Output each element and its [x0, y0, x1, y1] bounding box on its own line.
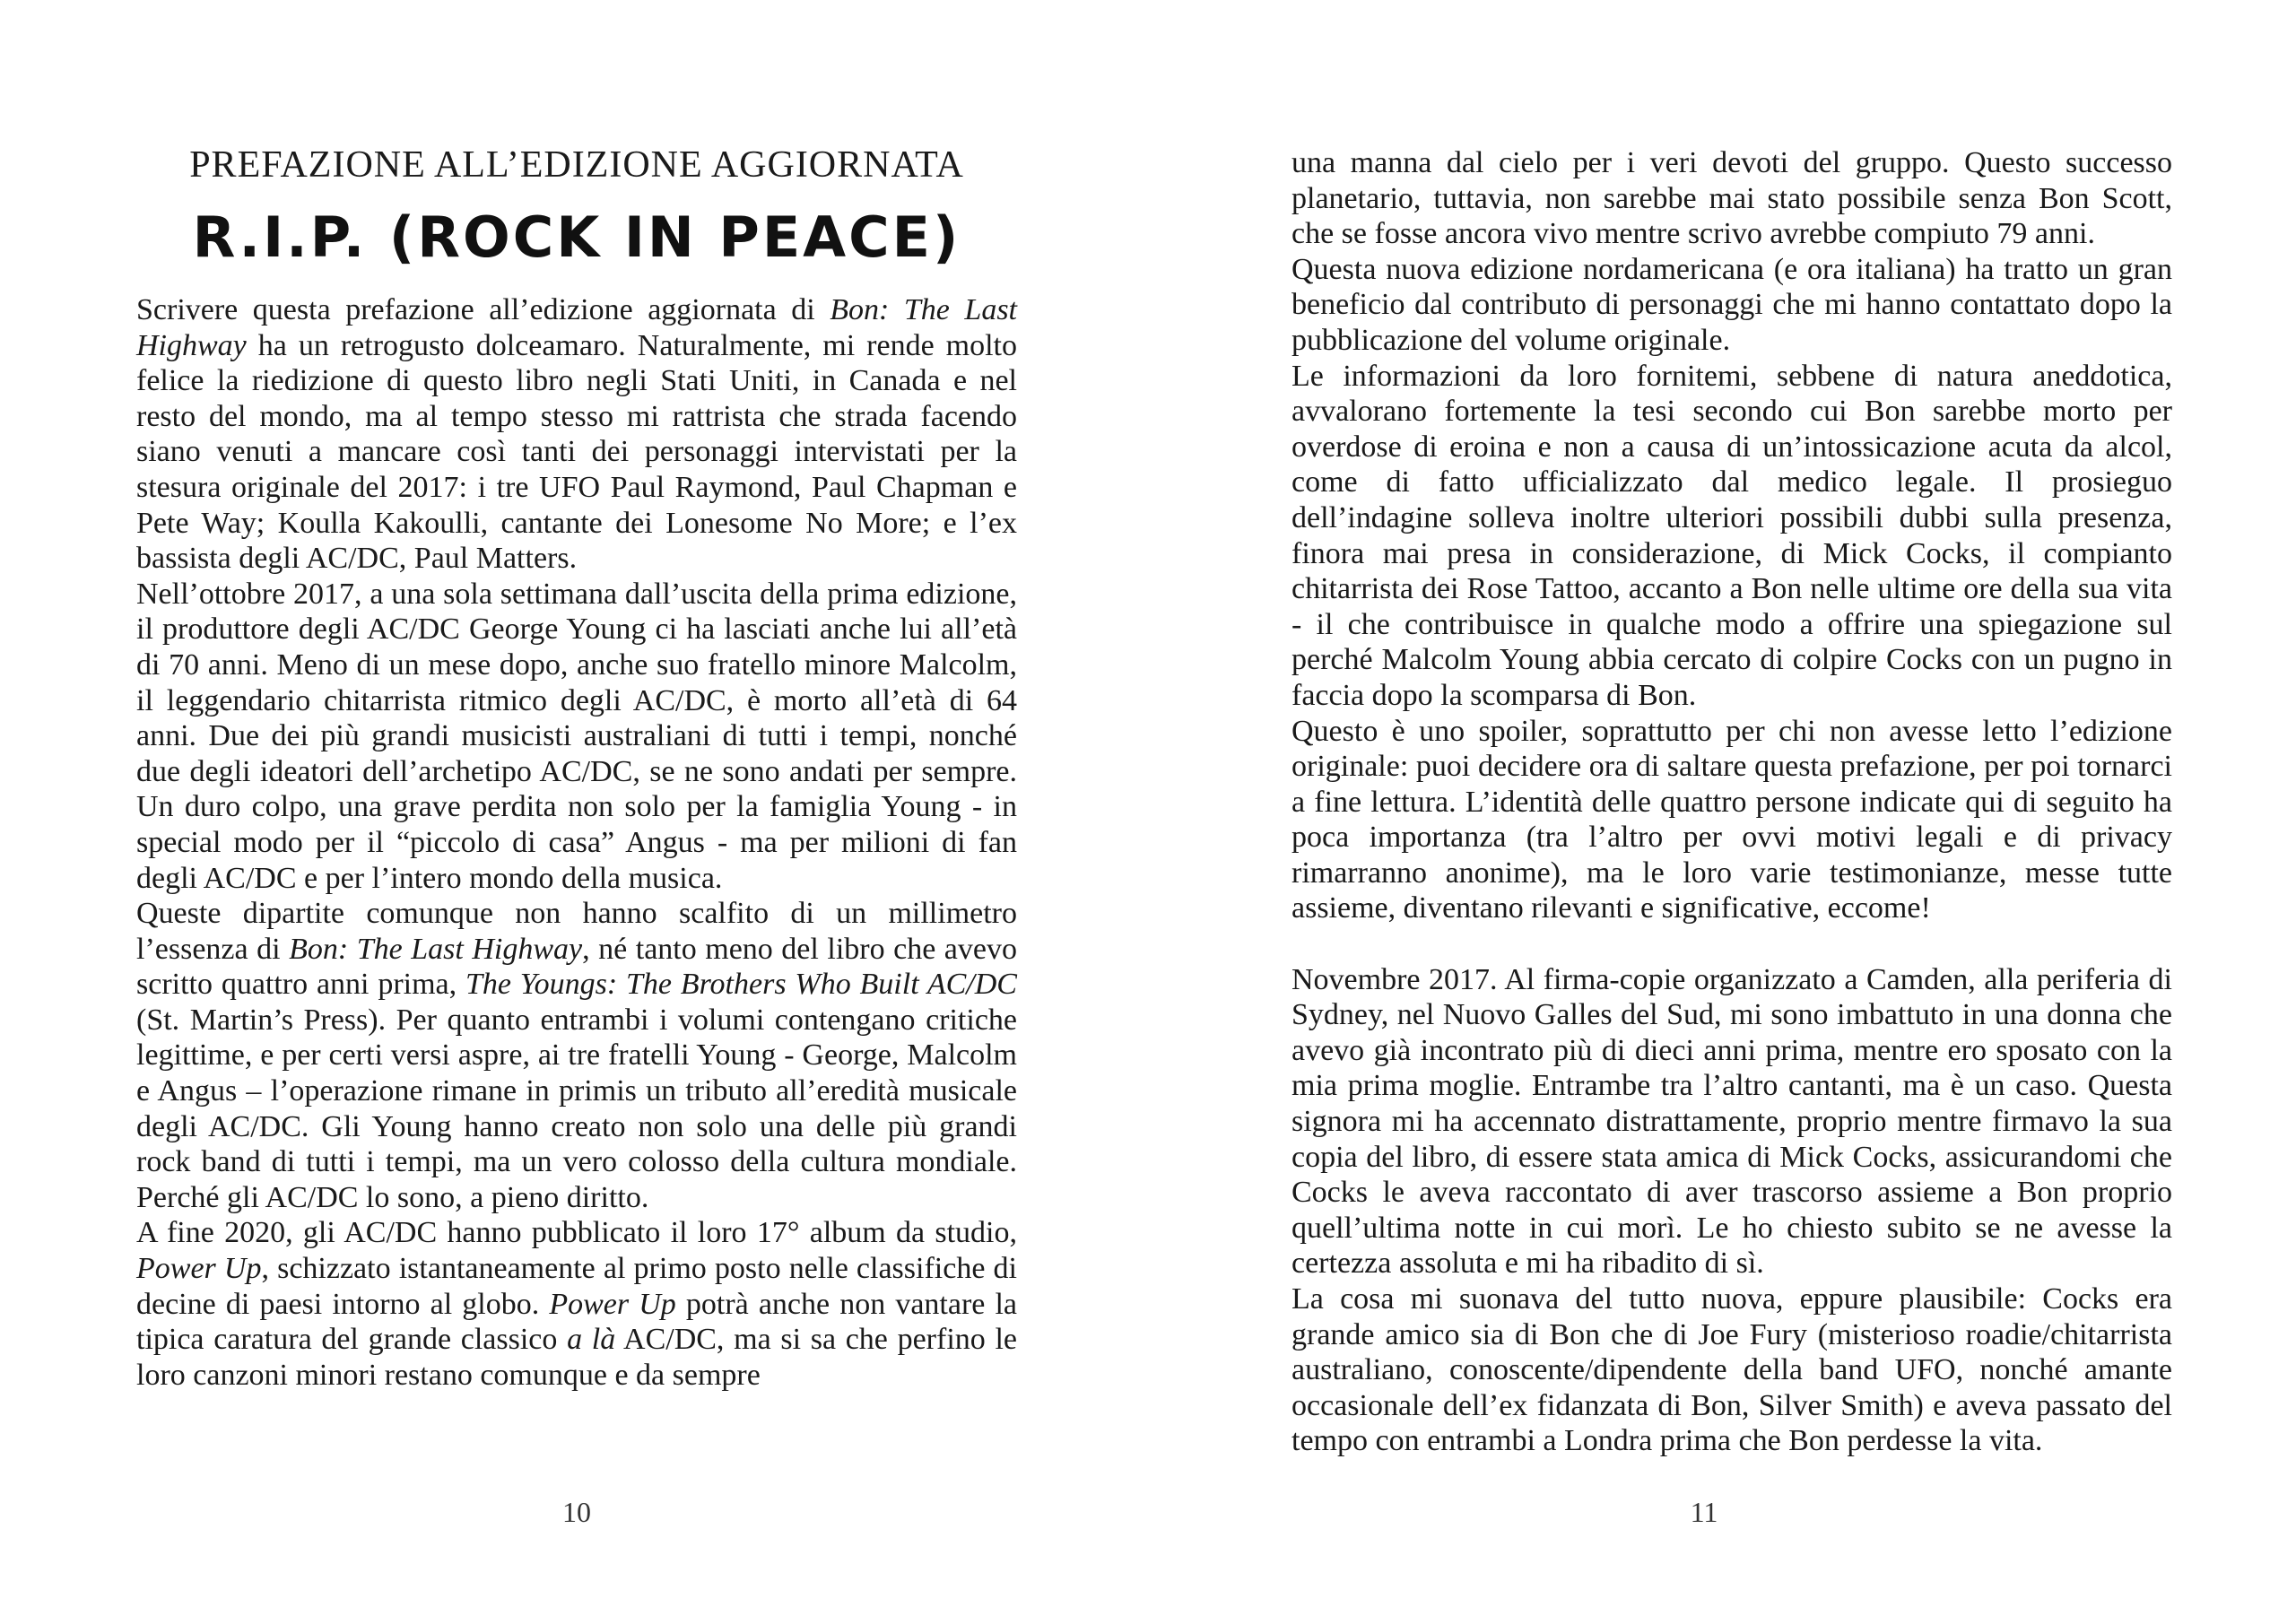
italic-phrase: a là [567, 1323, 616, 1357]
page-number: 11 [1690, 1496, 1718, 1528]
paragraph: Questa nuova edizione nordamericana (e ora italiana) ha tratto un gran beneficio dal contributo di personaggi che mi hanno contattato dopo la pubblicazione del volume originale. [1292, 252, 2172, 357]
book-title: Bon: The Last Highway [136, 293, 1017, 362]
paragraph [136, 896, 1017, 1215]
paragraph: Novembre 2017. Al firma-copie organizzato a Camden, alla periferia di Sydney, nel Nuovo Galles del Sud, mi sono imbattuto in una donna che avevo già incontrato più di dieci anni prima, mentre ero sposato con la mia prima moglie. Entrambe tra l’altro cantanti, ma è un caso. Questa signora mi ha accennato distrattamente, proprio mentre firmavo la sua copia del libro, di essere stata amica di Mick Cocks, assicurandomi che Cocks le aveva raccontato di aver trascorso assieme a Bon proprio quell’ultima notte in cui morì. Le ho chiesto subito se ne avesse la certezza assoluta e mi ha ribadito di sì. [1292, 962, 2172, 1281]
book-title: Bon: The Last Highway [289, 932, 583, 966]
text-run: Queste dipartite comunque non hanno scalfito di un millimetro l’essenza di [136, 897, 1017, 966]
album-title: Power Up [136, 1252, 262, 1286]
paragraph: Le informazioni da loro fornitemi, sebbene di natura aneddotica, avvalorano fortemente la tesi secondo cui Bon sarebbe morto per overdose di eroina e non a causa di un’intossicazione acuta da alcol, come di fatto ufficializzato dal medico legale. Il prosieguo dell’indagine solleva inoltre ulteriori possibili dubbi sulla presenza, finora mai presa in considerazione, di Mick Cocks, il compianto chitarrista dei Rose Tattoo, accanto a Bon nelle ultime ore della sua vita - il che contribuisce in qualche modo a offrire una spiegazione sul perché Malcolm Young abbia cercato di colpire Cocks con un pugno in faccia dopo la scomparsa di Bon. [1292, 359, 2172, 712]
paragraph-spacer [1292, 926, 2172, 962]
text-run: (St. Martin’s Press). Per quanto entrambi i volumi contengano critiche legittime, e per certi versi aspre, ai tre fratelli Young - George, Malcolm e Angus – l’operazione rimane in primis un tributo all’eredità musicale degli AC/DC. Gli Young hanno creato non solo una delle più grandi rock band di tutti i tempi, ma un vero colosso della cultura mondiale. Perché gli AC/DC lo sono, a pieno diritto. [136, 1003, 1017, 1214]
page-number: 10 [562, 1496, 591, 1528]
chapter-title: R.I.P. (ROCK IN PEACE) [192, 204, 961, 270]
paragraph: Questo è uno spoiler, soprattutto per chi non avesse letto l’edizione originale: puoi decidere ora di saltare questa prefazione, per poi tornarci a fine lettura. L’identità delle quattro persone indicate qui di seguito ha poca importanza (tra l’altro per ovvi motivi legali e di privacy rimarranno anonime), ma le loro varie testimonianze, messe tutte assieme, diventano rilevanti e significative, eccome! [1292, 714, 2172, 925]
text-run: ha un retrogusto dolceamaro. Naturalmente, mi rende molto felice la riedizione di questo libro negli Stati Uniti, in Canada e nel resto del mondo, ma al tempo stesso mi rattrista che strada facendo siano venuti a mancare così tanti dei personaggi intervistati per la stesura originale del 2017: i tre UFO Paul Raymond, Paul Chapman e Pete Way; Koulla Kakoulli, cantante dei Lonesome No More; e l’ex bassista degli AC/DC, Paul Matters. [136, 328, 1017, 576]
text-run: potrà anche non vantare la tipica caratura del grande classico [136, 1287, 1017, 1357]
right-text-column [1292, 145, 2172, 1459]
paragraph [136, 292, 1017, 577]
text-run: Scrivere questa prefazione all’edizione aggiornata di [136, 293, 831, 326]
paragraph: Nell’ottobre 2017, a una sola settimana dall’uscita della prima edizione, il produttore degli AC/DC George Young ci ha lasciati anche lui all’età di 70 anni. Meno di un mese dopo, anche suo fratello minore Malcolm, il leggendario chitarrista ritmico degli AC/DC, è morto all’età di 64 anni. Due dei più grandi musicisti australiani di tutti i tempi, nonché due degli ideatori dell’archetipo AC/DC, se ne sono andati per sempre. Un duro colpo, una grave perdita non solo per la famiglia Young - in special modo per il “piccolo di casa” Angus - ma per milioni di fan degli AC/DC e per l’intero mondo della musica. [136, 577, 1017, 895]
text-run: , né tanto meno del libro che avevo scritto quattro anni prima, [136, 932, 1017, 1002]
paragraph [136, 1215, 1017, 1393]
paragraph: La cosa mi suonava del tutto nuova, eppure plausibile: Cocks era grande amico sia di Bon che di Joe Fury (misterioso roadie/chitarrista australiano, conoscente/dipendente della band UFO, nonché amante occasionale dell’ex fidanzata di Bon, Silver Smith) e aveva passato del tempo con entrambi a Londra prima che Bon perdesse la vita. [1292, 1282, 2172, 1458]
text-run: A fine 2020, gli AC/DC hanno pubblicato il loro 17° album da studio, [136, 1216, 1017, 1250]
album-title: Power Up [549, 1287, 676, 1321]
text-run: , schizzato istantaneamente al primo posto nelle classifiche di decine di paesi intorno al globo. [136, 1252, 1017, 1321]
text-run: AC/DC, ma si sa che perfino le loro canzoni minori restano comunque e da sempre [136, 1323, 1017, 1392]
preface-title: PREFAZIONE ALL’EDIZIONE AGGIORNATA [189, 144, 964, 186]
book-title: The Youngs: The Brothers Who Built AC/DC [465, 968, 1017, 1002]
paragraph: una manna dal cielo per i veri devoti del gruppo. Questo successo planetario, tuttavia, non sarebbe mai stato possibile senza Bon Scott, che se fosse ancora vivo mentre scrivo avrebbe compiuto 79 anni. [1292, 146, 2172, 251]
right-page [1148, 0, 2296, 1607]
left-text-column [136, 292, 1017, 1393]
